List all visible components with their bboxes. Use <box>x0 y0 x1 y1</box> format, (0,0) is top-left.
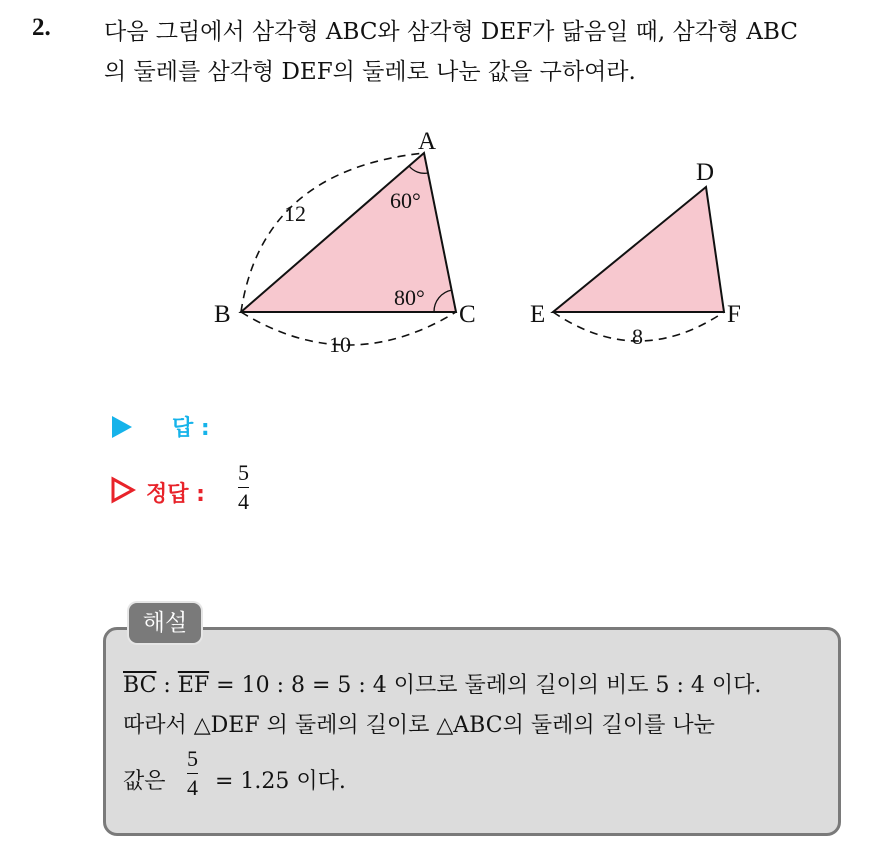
solution-tag: 해설 <box>129 603 201 643</box>
solution-fraction-denominator: 4 <box>187 775 198 800</box>
similar-triangles-figure <box>0 0 884 400</box>
answer-marker-icon <box>110 414 134 440</box>
angle-c-label: 80° <box>394 285 425 310</box>
vertex-b-label: B <box>214 301 231 328</box>
solution-fraction-numerator: 5 <box>187 746 198 771</box>
correct-answer-numerator: 5 <box>238 460 249 485</box>
vertex-e-label: E <box>530 301 546 328</box>
triangle-def <box>553 187 724 312</box>
question-line-1: 다음 그림에서 삼각형 ABC와 삼각형 DEF가 닮음일 때, 삼각형 ABC <box>104 19 798 45</box>
solution-line-3-prefix: 값은 <box>123 769 166 794</box>
segment-ef: $\overline{EF}$ <box>177 673 210 698</box>
vertex-c-label: C <box>459 301 476 328</box>
correct-answer-label: 정답 : <box>146 482 205 507</box>
solution-line-1: $\overline{BC}$ : $\overline{EF} = 10$ : 8 = 5 : 4 이므로 둘레의 길이의 비도 5 : 4 이다. <box>123 673 762 698</box>
correct-answer-fraction <box>238 462 249 513</box>
angle-a-label: 60° <box>390 188 421 213</box>
side-ab-length: 12 <box>284 201 306 226</box>
solution-line-3 <box>123 748 523 808</box>
segment-bc: $\overline{BC}$ <box>123 673 157 698</box>
correct-answer-marker-icon <box>110 476 136 504</box>
correct-answer-denominator: 4 <box>238 489 249 514</box>
solution-line-1-rest: = 10 : 8 = 5 : 4 이므로 둘레의 길이의 비도 5 : 4 이다. <box>216 673 762 698</box>
answer-label: 답 : <box>172 416 210 441</box>
solution-fraction <box>187 748 198 799</box>
vertex-f-label: F <box>727 301 741 328</box>
vertex-a-label: A <box>418 128 437 155</box>
solution-line-2: 따라서 △DEF 의 둘레의 길이로 △ABC의 둘레의 길이를 나눈 <box>123 713 715 738</box>
vertex-d-label: D <box>696 159 715 186</box>
side-ef-length: 8 <box>632 324 643 349</box>
question-line-2: 의 둘레를 삼각형 DEF의 둘레로 나눈 값을 구하여라. <box>104 59 636 85</box>
question-number: 2. <box>32 14 51 41</box>
solution-line-3-suffix: = 1.25 이다. <box>215 769 346 794</box>
side-bc-length: 10 <box>329 332 351 357</box>
